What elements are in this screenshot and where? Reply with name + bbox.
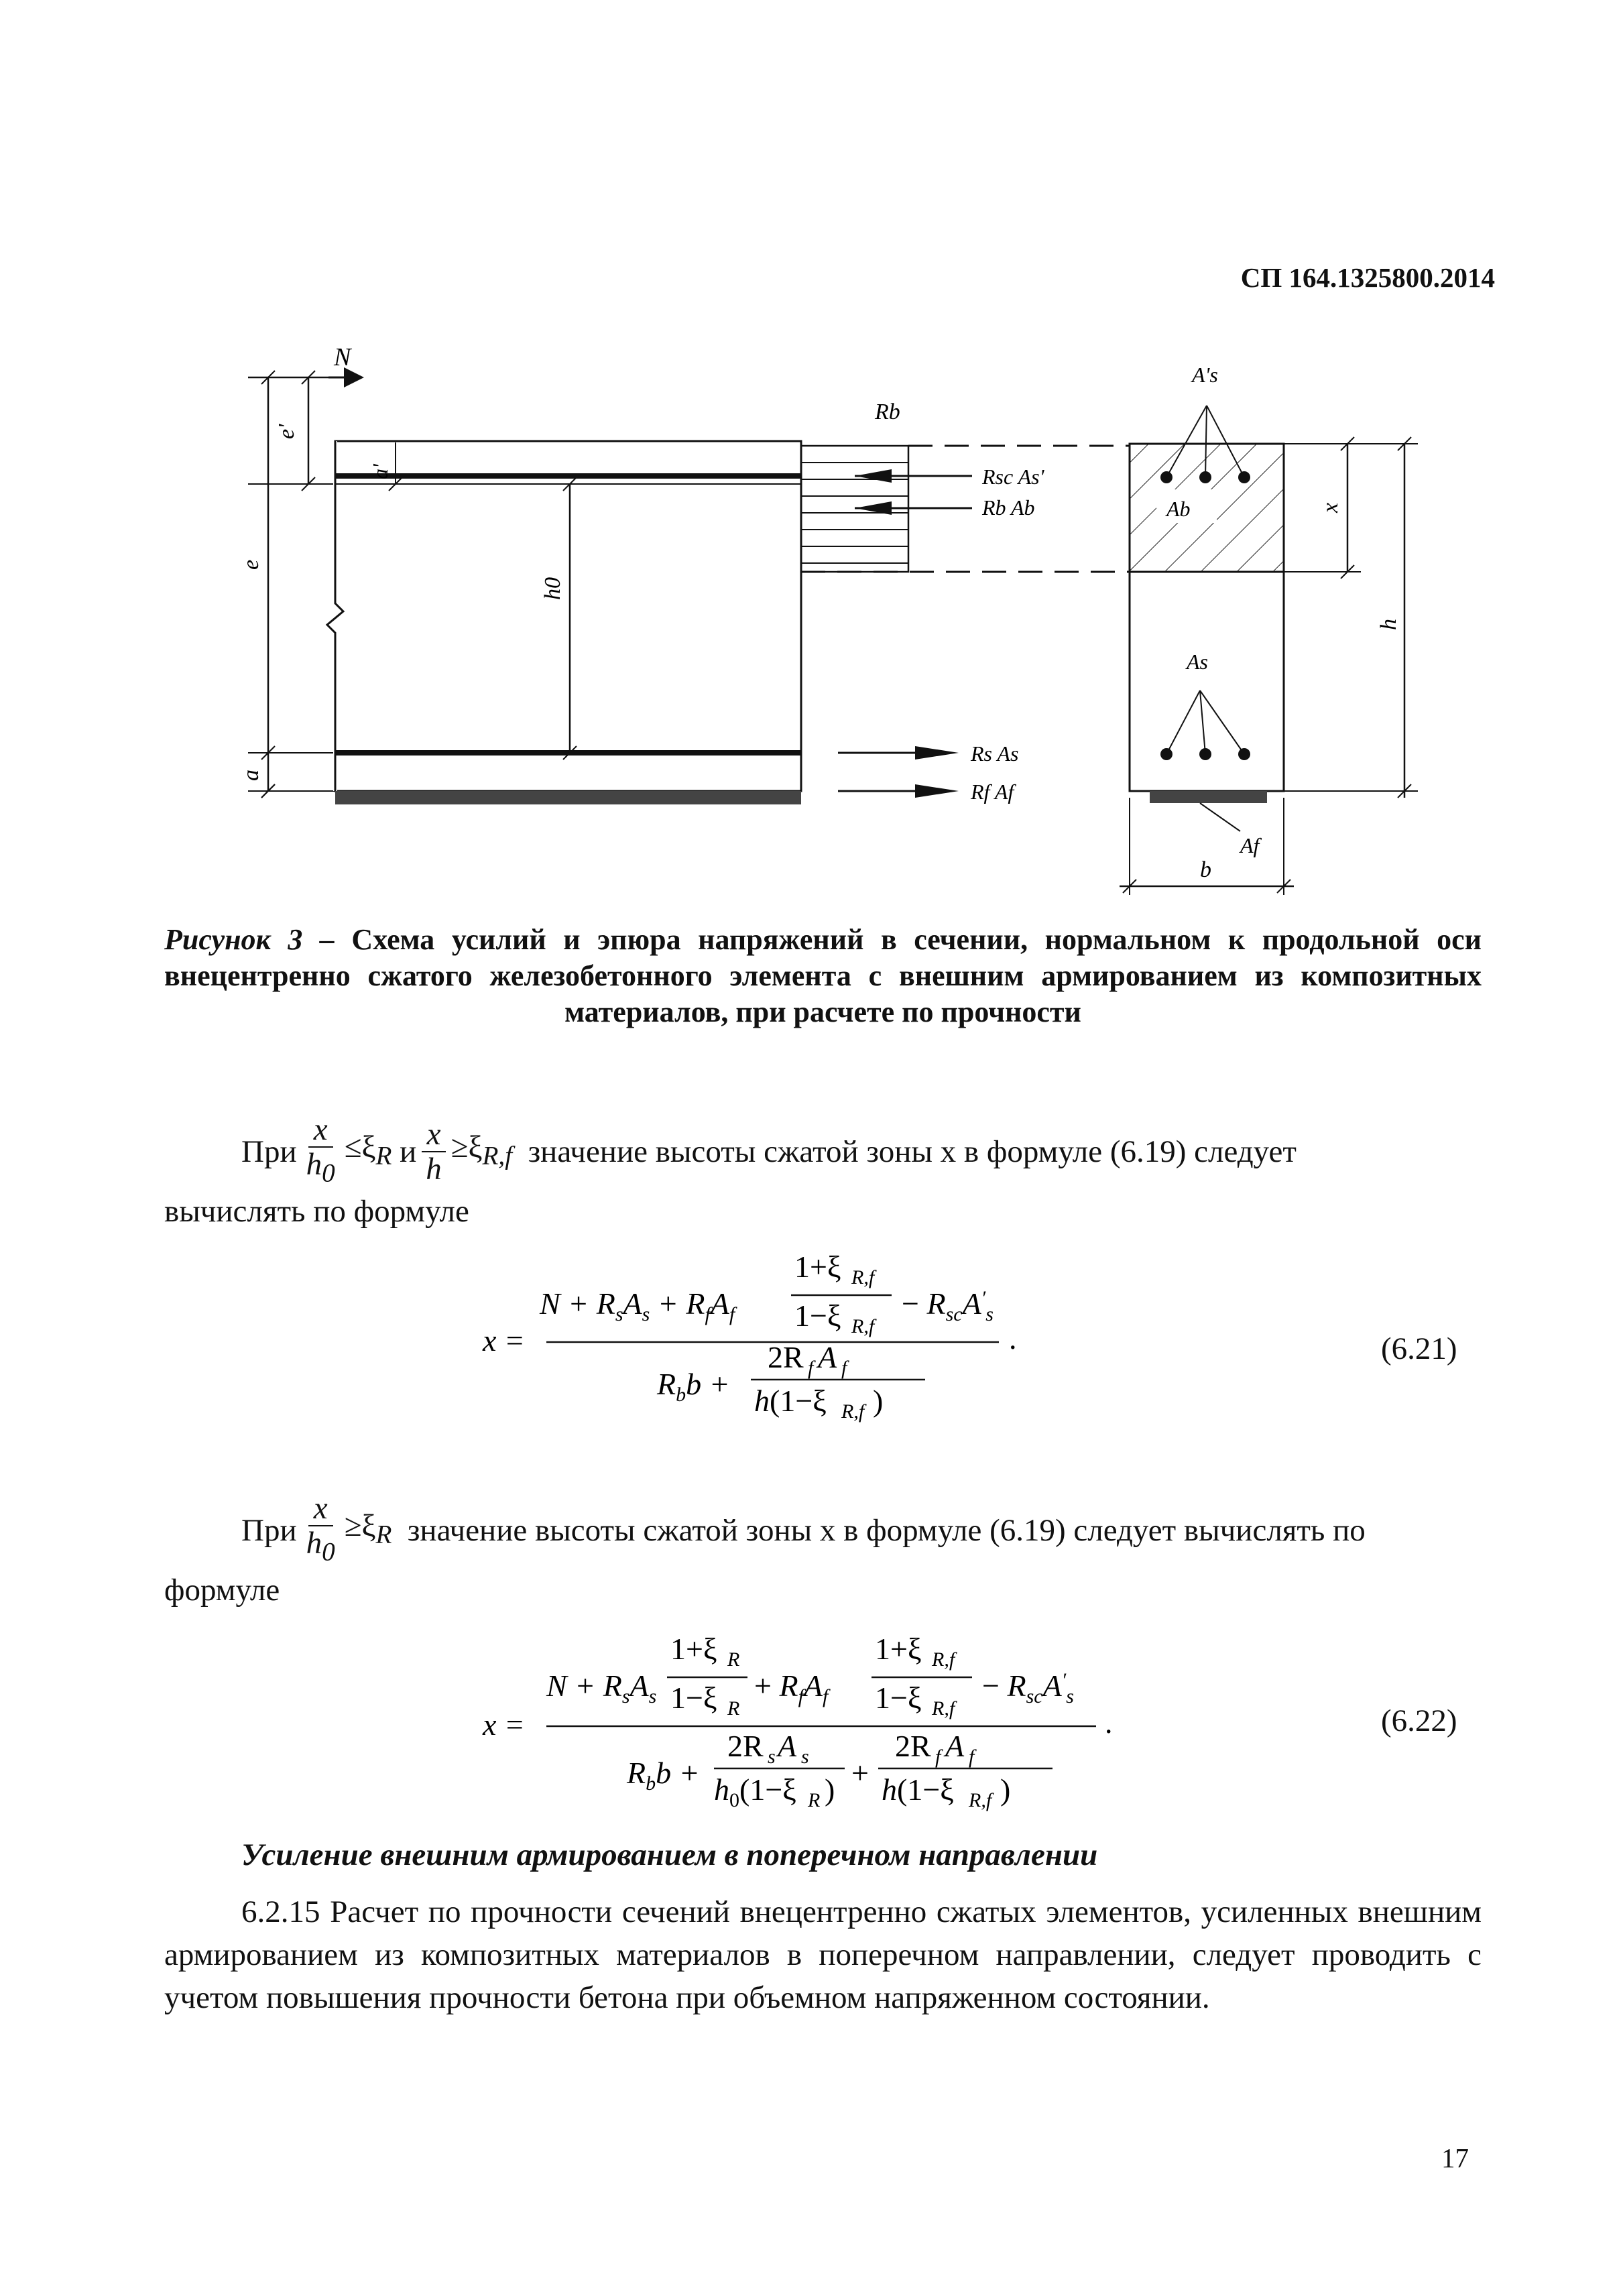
svg-text:R: R bbox=[727, 1648, 740, 1671]
label-rsc-as-prime: Rsc As' bbox=[982, 465, 1044, 489]
label-a-prime: a' bbox=[368, 464, 392, 479]
svg-text:+: + bbox=[851, 1756, 869, 1790]
svg-text:R,f: R,f bbox=[851, 1266, 875, 1288]
svg-text:R,f: R,f bbox=[932, 1648, 955, 1671]
fraction-x-over-h0: $\frac{x}{h_0}$ bbox=[306, 1112, 335, 1188]
paragraph-condition-1: При $\frac{x}{h_0}$ $\le\xi_R$ и $\frac{x}{h}$ $\ge\xi_{R,f}$ значение высоты сжатой зоны x в формуле (6.19) следует вычислять по формуле bbox=[164, 1113, 1482, 1233]
svg-text:2R: 2R bbox=[895, 1729, 931, 1763]
svg-text:R,f: R,f bbox=[932, 1697, 955, 1719]
svg-text:R,f: R,f bbox=[841, 1400, 865, 1423]
svg-text:x =: x = bbox=[483, 1707, 525, 1742]
svg-text:1−ξ: 1−ξ bbox=[875, 1681, 922, 1715]
svg-text:A: A bbox=[945, 1729, 965, 1763]
para2-tail: значение высоты сжатой зоны x в формуле (6.19) следует вычислять по bbox=[407, 1512, 1366, 1548]
formula-6-22-number: (6.22) bbox=[1381, 1703, 1457, 1738]
svg-text:Rbb +: $R_bb$ + bbox=[627, 1756, 700, 1795]
svg-text:1+ξ: 1+ξ bbox=[670, 1632, 717, 1666]
label-ab: Ab bbox=[1166, 497, 1191, 521]
label-rs-as: Rs As bbox=[971, 741, 1019, 766]
svg-text:2R: 2R bbox=[727, 1729, 764, 1763]
para3-text: 6.2.15 Расчет по прочности сечений внецентренно сжатых элементов, усиленных внешним армированием из композитных материалов в поперечном направлении, следует проводить с учетом повышения прочности бетона при объемном напряженном состоянии. bbox=[164, 1894, 1482, 2015]
label-e-prime: e' bbox=[274, 424, 299, 439]
svg-text:Rbb +: $R_bb$ + bbox=[657, 1367, 730, 1406]
svg-text:.: . bbox=[1009, 1321, 1017, 1355]
label-rb: Rb bbox=[875, 400, 900, 424]
label-h0: h0 bbox=[540, 577, 565, 600]
svg-text:R,f: R,f bbox=[851, 1315, 875, 1337]
formula-6-21 bbox=[463, 1233, 1334, 1421]
svg-text:f: f bbox=[969, 1746, 975, 1768]
svg-text:1−ξ: 1−ξ bbox=[670, 1681, 717, 1715]
para1-lead: При bbox=[241, 1134, 297, 1169]
para1-line2: вычислять по формуле bbox=[164, 1194, 469, 1229]
label-as-prime: A's bbox=[1192, 363, 1218, 387]
label-a: a bbox=[239, 770, 263, 781]
label-force-n: N bbox=[334, 343, 351, 371]
svg-text:): ) bbox=[873, 1384, 884, 1418]
formula-6-22 bbox=[463, 1616, 1334, 1823]
svg-text:N + RsAs: $N + R_sA_s$ bbox=[546, 1669, 657, 1707]
svg-text:h(1−ξ: h(1−ξ bbox=[882, 1772, 954, 1807]
figure-caption bbox=[164, 922, 1482, 1030]
svg-text:s: s bbox=[768, 1746, 776, 1768]
svg-text:N + RsAs + RfAf: $N + R_sA_s + R_fA_f$ bbox=[540, 1286, 735, 1325]
label-x: x bbox=[1318, 502, 1343, 513]
paragraph-6-2-15 bbox=[164, 1890, 1482, 2019]
fraction-x-over-h0-2: $\frac{x}{h_0}$ bbox=[306, 1491, 335, 1567]
standard-code-header: СП 164.1325800.2014 bbox=[1240, 262, 1495, 293]
svg-text:− RscA′s: − $R_{sc}A'_s$ bbox=[902, 1286, 994, 1325]
svg-text:R: R bbox=[727, 1697, 740, 1719]
svg-text:f: f bbox=[808, 1357, 814, 1379]
label-h: h bbox=[1376, 619, 1401, 630]
svg-text:1+ξ: 1+ξ bbox=[794, 1250, 841, 1284]
svg-text:): ) bbox=[1000, 1772, 1011, 1807]
svg-text:h0(1−ξ: $h_0(1-\xi$ bbox=[714, 1772, 796, 1811]
svg-text:A: A bbox=[778, 1729, 797, 1763]
svg-text:x =: x = bbox=[483, 1323, 525, 1357]
svg-text:R,f: R,f bbox=[969, 1789, 992, 1811]
svg-text:+ RfAf: + $R_fA_f$ bbox=[754, 1669, 829, 1707]
label-af: Af bbox=[1240, 833, 1260, 857]
para1-mid: и bbox=[400, 1134, 417, 1169]
svg-text:R: R bbox=[808, 1789, 821, 1811]
paragraph-condition-2: При $\frac{x}{h_0}$ $\ge\xi_R$ значение высоты сжатой зоны x в формуле (6.19) следует вычислять по формуле bbox=[164, 1492, 1482, 1612]
svg-text:1−ξ: 1−ξ bbox=[794, 1298, 841, 1333]
fraction-x-over-h: $\frac{x}{h}$ bbox=[420, 1117, 447, 1186]
svg-text:− RscA′s: − $R_{sc}A'_s$ bbox=[982, 1669, 1074, 1707]
svg-text:f: f bbox=[841, 1357, 847, 1379]
page-number: 17 bbox=[1441, 2142, 1469, 2173]
label-rb-ab: Rb Ab bbox=[982, 495, 1035, 520]
svg-text:h(1−ξ: h(1−ξ bbox=[754, 1384, 827, 1418]
svg-text:1+ξ: 1+ξ bbox=[875, 1632, 922, 1666]
svg-text:2R: 2R bbox=[768, 1340, 804, 1374]
formula-6-21-number: (6.21) bbox=[1381, 1331, 1457, 1366]
para1-tail: значение высоты сжатой зоны x в формуле (6.19) следует bbox=[528, 1134, 1297, 1169]
caption-label: Рисунок 3 – bbox=[164, 923, 335, 956]
svg-text:s: s bbox=[801, 1746, 809, 1768]
label-e: e bbox=[239, 559, 263, 570]
svg-text:.: . bbox=[1105, 1705, 1113, 1740]
para2-line2: формуле bbox=[164, 1573, 280, 1608]
svg-text:f: f bbox=[935, 1746, 941, 1768]
svg-text:A: A bbox=[818, 1340, 837, 1374]
caption-text: Схема усилий и эпюра напряжений в сечении, нормальном к продольной оси внецентренно сжатого железобетонного элемента с внешним армированием из композитных материалов, при расчете по прочности bbox=[164, 923, 1482, 1028]
label-b: b bbox=[1200, 857, 1211, 882]
section-subheading: Усиление внешним армированием в поперечном направлении bbox=[241, 1837, 1098, 1872]
figure-3-diagram bbox=[239, 335, 1475, 918]
label-as: As bbox=[1187, 650, 1208, 674]
label-rf-af: Rf Af bbox=[971, 780, 1014, 804]
svg-text:): ) bbox=[825, 1772, 835, 1807]
para2-lead: При bbox=[241, 1512, 297, 1548]
